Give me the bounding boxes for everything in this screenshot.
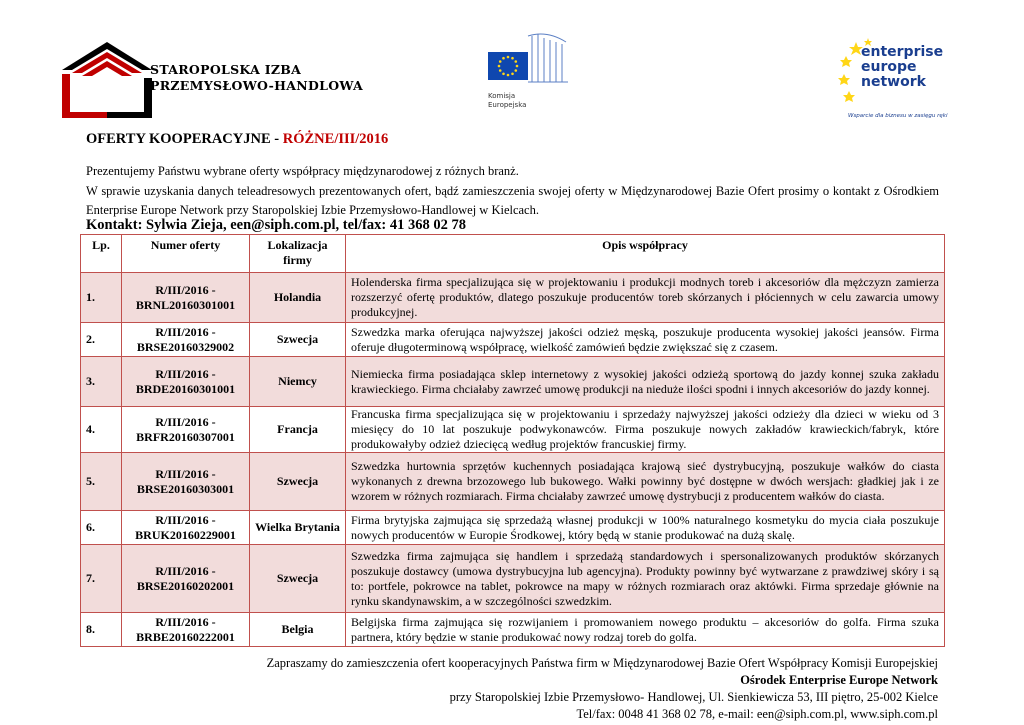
offer-code-id: BRSE20160202001 [136, 578, 235, 593]
table-row [81, 323, 945, 357]
siph-line1: STAROPOLSKA IZBA [150, 62, 302, 77]
footer-line1: Zapraszamy do zamieszczenia ofert kooperacyjnych Państwa firm w Międzynarodowej Bazie Ofert Współpracy Komisji Europejskiej [266, 656, 938, 670]
offer-code-id: BRBE20160222001 [136, 629, 235, 644]
table-row [81, 511, 945, 545]
table-row [81, 453, 945, 511]
row-offer-number [122, 511, 250, 545]
title-main: OFERTY KOOPERACYJNE [86, 131, 271, 147]
siph-logo-text [150, 62, 363, 94]
offer-code-id: BRNL20160301001 [135, 297, 236, 312]
row-location: Niemcy [250, 357, 346, 407]
row-description: Szwedzka marka oferująca najwyższej jakości odzież męską, poszukuje producenta wysokiej jakości jeansów. Firma oferuje długoterminową współpracę, wielkość zamówień będzie zwiększać się z czasem. [346, 323, 945, 357]
table-header-row [81, 235, 945, 273]
offer-code-id: BRSE20160303001 [136, 481, 235, 496]
row-lp: 4. [81, 407, 122, 453]
title-category: RÓŻNE/III/2016 [282, 131, 389, 147]
offer-code-prefix: R/III/2016 - [155, 512, 216, 527]
row-offer-number [122, 273, 250, 323]
table-row [81, 613, 945, 647]
page-title [86, 131, 388, 148]
eu-star-icon [499, 69, 502, 72]
row-location: Wielka Brytania [250, 511, 346, 545]
ec-label [488, 92, 526, 110]
row-offer-number [122, 357, 250, 407]
offer-code-prefix: R/III/2016 - [155, 282, 216, 297]
row-lp: 5. [81, 453, 122, 511]
eu-star-icon [502, 72, 505, 75]
row-lp: 7. [81, 545, 122, 613]
row-location: Szwecja [250, 453, 346, 511]
row-lp: 2. [81, 323, 122, 357]
table-row [81, 357, 945, 407]
eu-star-icon [516, 65, 519, 68]
offer-code-prefix: R/III/2016 - [155, 563, 216, 578]
row-lp: 8. [81, 613, 122, 647]
eu-star-icon [499, 60, 502, 63]
row-offer-number [122, 453, 250, 511]
row-description: Szwedzka firma zajmująca się handlem i sprzedażą standardowych i spersonalizowanych produktów skórzanych poszukuje dostawcy (umowa dystrybucyjna lub agencyjna). Produkty powinny być wytwarzane z prawdziwej skóry i są to: portfele, pokrowce na tablet, pokrowce na mapy w różnych rozmiarach oraz aktówki. Firma sprzedaje głównie na rynku skandynawskim, a w szczególności szwedzkim. [346, 545, 945, 613]
row-offer-number [122, 323, 250, 357]
row-description: Holenderska firma specjalizująca się w projektowaniu i produkcji modnych toreb i akcesoriów dla mężczyzn zamierza rozszerzyć ofertę produktów, dlatego poszukuje producentów toreb skórzanych i płóciennych w celu zawarcia umowy produkcyjnej. [346, 273, 945, 323]
eu-star-icon [511, 72, 514, 75]
een-line2: europe [861, 59, 917, 75]
row-description: Szwedzka hurtownia sprzętów kuchennych posiadająca krajową sieć dystrybucyjną, poszukuje wałków do ciasta wykonanych z drewna brzozowego lub bukowego. Wałki powinny być dostępne w dwóch wersjach: gładkiej jak i ze wzorem w różnych rozmiarach. Firma chciałaby zawrzeć umowę dystrybucji z producentem wałków do ciasta. [346, 453, 945, 511]
table-row [81, 407, 945, 453]
row-location: Holandia [250, 273, 346, 323]
row-lp: 3. [81, 357, 122, 407]
offer-code-prefix: R/III/2016 - [155, 614, 216, 629]
een-line3: network [861, 74, 926, 90]
eu-star-icon [507, 74, 510, 77]
row-offer-number [122, 545, 250, 613]
eu-star-icon [514, 69, 517, 72]
row-location: Francja [250, 407, 346, 453]
header-location: Lokalizacja firmy [250, 235, 346, 273]
table-row [81, 545, 945, 613]
row-lp: 1. [81, 273, 122, 323]
table-row [81, 273, 945, 323]
row-location: Belgia [250, 613, 346, 647]
row-location: Szwecja [250, 323, 346, 357]
eu-star-icon [507, 56, 510, 59]
title-separator: - [270, 131, 283, 147]
eu-star-icon [511, 57, 514, 60]
eu-star-icon [498, 65, 501, 68]
offer-code-prefix: R/III/2016 - [155, 466, 216, 481]
een-line1: enterprise [861, 44, 944, 60]
offer-code-id: BRSE20160329002 [136, 339, 235, 354]
offer-code-prefix: R/III/2016 - [155, 324, 216, 339]
row-description: Firma brytyjska zajmująca się sprzedażą własnej produkcji w 100% naturalnego kosmetyku do mycia ciała poszukuje nowych producentów w Europie Środkowej, który będą w stanie produkować na dużą skalę. [346, 511, 945, 545]
offer-code-id: BRDE20160301001 [135, 381, 236, 396]
intro-text [86, 162, 939, 221]
header-number: Numer oferty [122, 235, 250, 273]
footer [86, 655, 938, 723]
ec-label-line1: Komisja [488, 92, 516, 100]
eu-star-icon [502, 57, 505, 60]
header-description: Opis współpracy [346, 235, 945, 273]
een-tagline: Wsparcie dla biznesu w zasięgu ręki [848, 113, 948, 119]
row-offer-number [122, 613, 250, 647]
offers-table [80, 234, 945, 647]
footer-line3: przy Staropolskiej Izbie Przemysłowo- Handlowej, Ul. Sienkiewicza 53, III piętro, 25-002 Kielce [449, 690, 938, 704]
row-lp: 6. [81, 511, 122, 545]
row-description: Francuska firma specjalizująca się w projektowaniu i sprzedaży najwyższej jakości odzieży dla dzieci w wieku od 3 miesięcy do 10 lat poszukuje podwykonawców. Firma poszukuje nowych zakładów krawieckich/fabryk, które produkowałyby odzież dziecięcą według projektów francuskiej firmy. [346, 407, 945, 453]
een-logo-text [861, 45, 943, 90]
row-offer-number [122, 407, 250, 453]
page-header [0, 0, 1024, 130]
offer-code-prefix: R/III/2016 - [155, 366, 216, 381]
siph-line2: PRZEMYSŁOWO-HANDLOWA [150, 78, 363, 93]
row-description: Belgijska firma zajmująca się rozwijaniem i promowaniem nowego produktu – akcesoriów do golfa. Firma szuka partnera, który będzie w stanie produkować nowy rodzaj toreb do golfa. [346, 613, 945, 647]
ec-label-line2: Europejska [488, 101, 527, 109]
row-location: Szwecja [250, 545, 346, 613]
footer-line2: Ośrodek Enterprise Europe Network [740, 673, 938, 687]
header-lp: Lp. [81, 235, 122, 273]
offer-code-prefix: R/III/2016 - [155, 414, 216, 429]
row-description: Niemiecka firma posiadająca sklep internetowy z wysokiej jakości odzieżą sportową do jazdy konnej szuka zakładu krawieckiego. Firma chciałaby zawrzeć umowę produkcji na nieduże ilości spodni i innych akcesoriów do jazdy konnej. [346, 357, 945, 407]
footer-line4: Tel/fax: 0048 41 368 02 78, e-mail: een@siph.com.pl, www.siph.com.pl [576, 707, 938, 721]
offer-code-id: BRFR20160307001 [136, 429, 235, 444]
contact-line: Kontakt: Sylwia Zieja, een@siph.com.pl, tel/fax: 41 368 02 78 [86, 217, 467, 233]
intro-paragraph-2: W sprawie uzyskania danych teleadresowych prezentowanych ofert, bądź zamieszczenia swojej oferty w Międzynarodowej Bazie Ofert prosimy o kontakt z Ośrodkiem Enterprise Europe Network przy Staropolskiej Izbie Przemysłowo-Handlowej w Kielcach. [86, 183, 939, 217]
intro-paragraph-1: Prezentujemy Państwu wybrane oferty współpracy międzynarodowej z różnych branż. [86, 164, 519, 178]
eu-star-icon [514, 60, 517, 63]
offer-code-id: BRUK20160229001 [135, 527, 236, 542]
